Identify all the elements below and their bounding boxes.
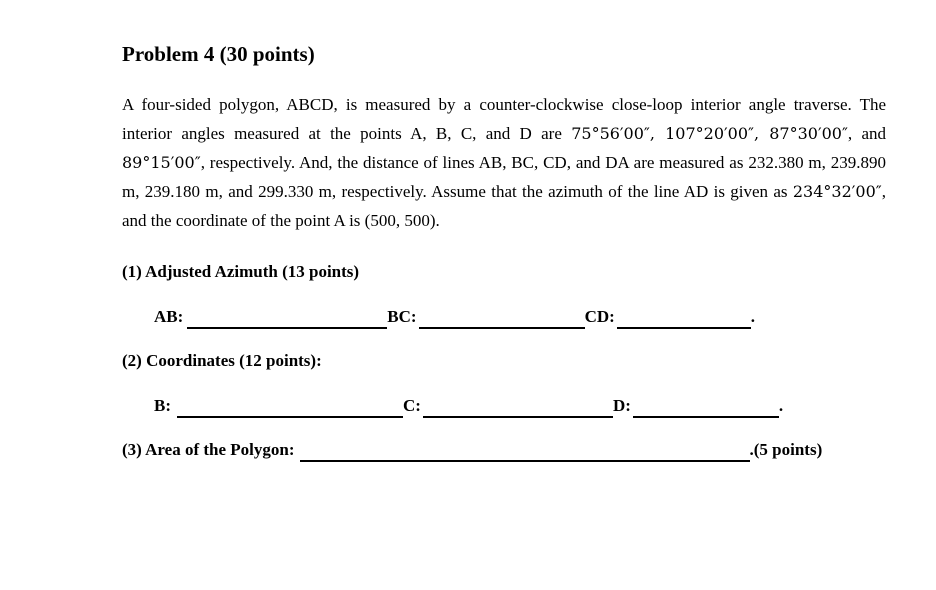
answer-blank-area[interactable] xyxy=(300,440,750,462)
part3-points: (5 points) xyxy=(753,440,823,459)
angle-a: 75°56′00″ xyxy=(571,124,650,143)
label-b: B: xyxy=(154,396,171,415)
description-text-1: A four-sided polygon, ABCD, is measured by a counter-clockwise close-loop interior angle traverse. The interior angles measured at the points A, B, C, and D are xyxy=(122,95,886,143)
distance-ab: 232.380 xyxy=(748,153,804,172)
answer-blank-ab[interactable] xyxy=(187,307,387,329)
answer-blank-c[interactable] xyxy=(423,396,613,418)
description-text-3: , respectively. And, the distance of lines AB, BC, CD, and DA are measured as xyxy=(200,153,749,172)
problem-description xyxy=(122,90,886,235)
description-text-4: m, 239.890 m, 239.180 m, and 299.330 m, respectively. Assume that the azimuth of the line AD is given as xyxy=(122,153,886,201)
label-d: D: xyxy=(612,396,631,415)
part1-end-period: . xyxy=(750,307,756,326)
angle-b: 107°20′00″ xyxy=(665,124,754,143)
description-text-5: , and the coordinate of the point A is (500, 500). xyxy=(122,182,886,230)
label-c: C: xyxy=(403,396,421,415)
angle-d: 89°15′00″ xyxy=(122,153,201,172)
part2-end-period: . xyxy=(778,396,784,415)
label-cd: CD: xyxy=(584,307,615,326)
part1-heading: (1) Adjusted Azimuth (13 points) xyxy=(122,262,360,281)
answer-blank-bc[interactable] xyxy=(419,307,585,329)
answer-blank-d[interactable] xyxy=(633,396,779,418)
problem-page xyxy=(122,40,886,462)
answer-blank-b[interactable] xyxy=(177,396,403,418)
label-bc: BC: xyxy=(387,307,417,326)
angle-c: 87°30′00″ xyxy=(769,124,848,143)
description-text-2: , and xyxy=(847,124,887,143)
label-ab: AB: xyxy=(154,307,184,326)
part2-answer-row xyxy=(122,394,886,418)
part2-heading: (2) Coordinates (12 points): xyxy=(122,351,322,370)
part1-answer-row xyxy=(122,305,886,329)
answer-blank-cd[interactable] xyxy=(617,307,751,329)
part3-label: (3) Area of the Polygon: xyxy=(122,440,295,459)
problem-title: Problem 4 (30 points) xyxy=(122,42,315,66)
part3-answer-row xyxy=(122,438,886,462)
azimuth-ad: 234°32′00″ xyxy=(792,182,882,201)
part3-end-period: . xyxy=(749,440,754,459)
separator-2: , xyxy=(754,124,770,143)
separator-1: , xyxy=(649,124,666,143)
